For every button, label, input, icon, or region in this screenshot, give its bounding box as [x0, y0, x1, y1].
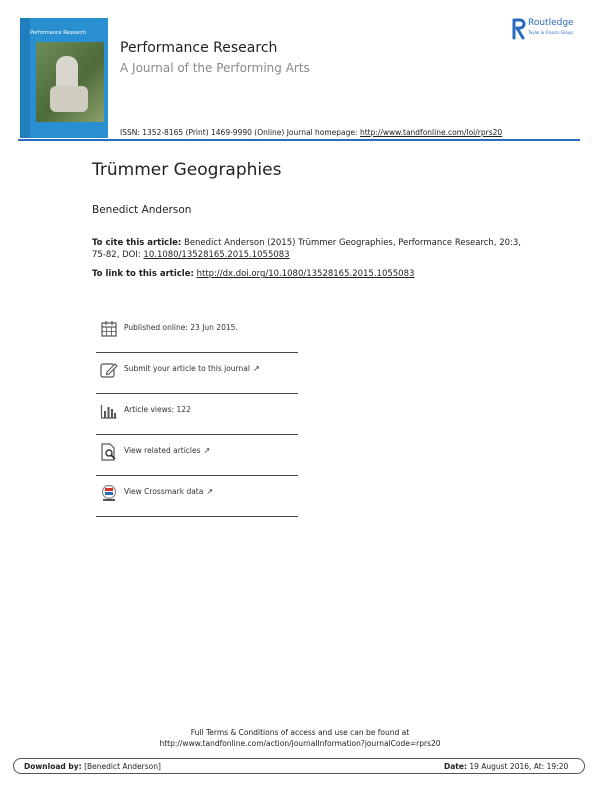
terms-line-1: Full Terms & Conditions of access and use can be found at	[190, 728, 410, 737]
article-author: Benedict Anderson	[92, 204, 192, 216]
crossmark-label: View Crossmark data	[124, 487, 204, 496]
related-articles-label: View related articles	[124, 446, 201, 455]
published-date: Published online: 23 Jun 2015.	[124, 323, 238, 332]
publisher-logo	[512, 18, 592, 42]
journal-cover	[20, 18, 108, 138]
info-item-submit[interactable]	[96, 353, 298, 394]
publisher-subtitle: Taylor & Francis Group	[528, 30, 573, 35]
cite-label: To cite this article:	[92, 238, 182, 248]
downloaded-by	[24, 762, 161, 771]
issn-text: ISSN: 1352-8165 (Print) 1469-9990 (Online) Journal homepage:	[120, 128, 358, 137]
link-block	[92, 268, 532, 280]
related-articles-link[interactable]	[124, 446, 210, 455]
external-link-icon: ↗	[206, 487, 214, 496]
header-divider	[18, 139, 580, 141]
routledge-logo-icon	[512, 18, 526, 40]
downloaded-by-label: Download by:	[24, 762, 82, 771]
terms-url[interactable]: http://www.tandfonline.com/action/journalInformation?journalCode=rprs20	[159, 739, 441, 748]
cover-spine	[20, 18, 30, 138]
statue-body	[50, 86, 88, 112]
terms-notice	[0, 727, 600, 749]
cover-photo	[36, 42, 104, 122]
doi-link[interactable]: 10.1080/13528165.2015.1055083	[143, 250, 290, 260]
journal-title: Performance Research	[120, 40, 278, 56]
article-link[interactable]: http://dx.doi.org/10.1080/13528165.2015.1055083	[196, 269, 415, 279]
search-document-icon	[100, 443, 118, 461]
calendar-icon	[100, 320, 118, 338]
article-views: Article views: 122	[124, 405, 191, 414]
citation-block	[92, 237, 532, 261]
download-date	[444, 762, 568, 771]
article-info-list	[96, 312, 298, 517]
info-item-published	[96, 312, 298, 353]
cover-title: Performance Research	[30, 30, 87, 36]
crossmark-icon	[100, 484, 118, 502]
edit-icon	[100, 361, 118, 379]
submit-article-label: Submit your article to this journal	[124, 364, 250, 373]
journal-homepage-link[interactable]: http://www.tandfonline.com/loi/rprs20	[359, 128, 503, 137]
bar-chart-icon	[100, 402, 118, 420]
download-date-value: 19 August 2016, At: 19:20	[469, 762, 569, 771]
info-item-views	[96, 394, 298, 435]
external-link-icon: ↗	[252, 364, 260, 373]
external-link-icon: ↗	[203, 446, 211, 455]
article-title: Trümmer Geographies	[92, 160, 282, 180]
statue-head	[56, 56, 78, 90]
info-item-crossmark[interactable]	[96, 476, 298, 517]
info-item-related[interactable]	[96, 435, 298, 476]
journal-subtitle: A Journal of the Performing Arts	[120, 61, 310, 75]
publisher-name: Routledge	[528, 18, 574, 28]
download-date-label: Date:	[444, 762, 467, 771]
issn-line	[120, 128, 502, 137]
download-info-bar	[13, 758, 585, 774]
crossmark-link[interactable]	[124, 487, 213, 496]
cite-text: Benedict Anderson (2015) Trümmer Geographies, Performance Research, 20:3, 75-82, DOI:	[92, 238, 522, 260]
downloaded-by-value: [Benedict Anderson]	[84, 762, 161, 771]
submit-article-link[interactable]	[124, 364, 260, 373]
link-label: To link to this article:	[92, 269, 194, 279]
